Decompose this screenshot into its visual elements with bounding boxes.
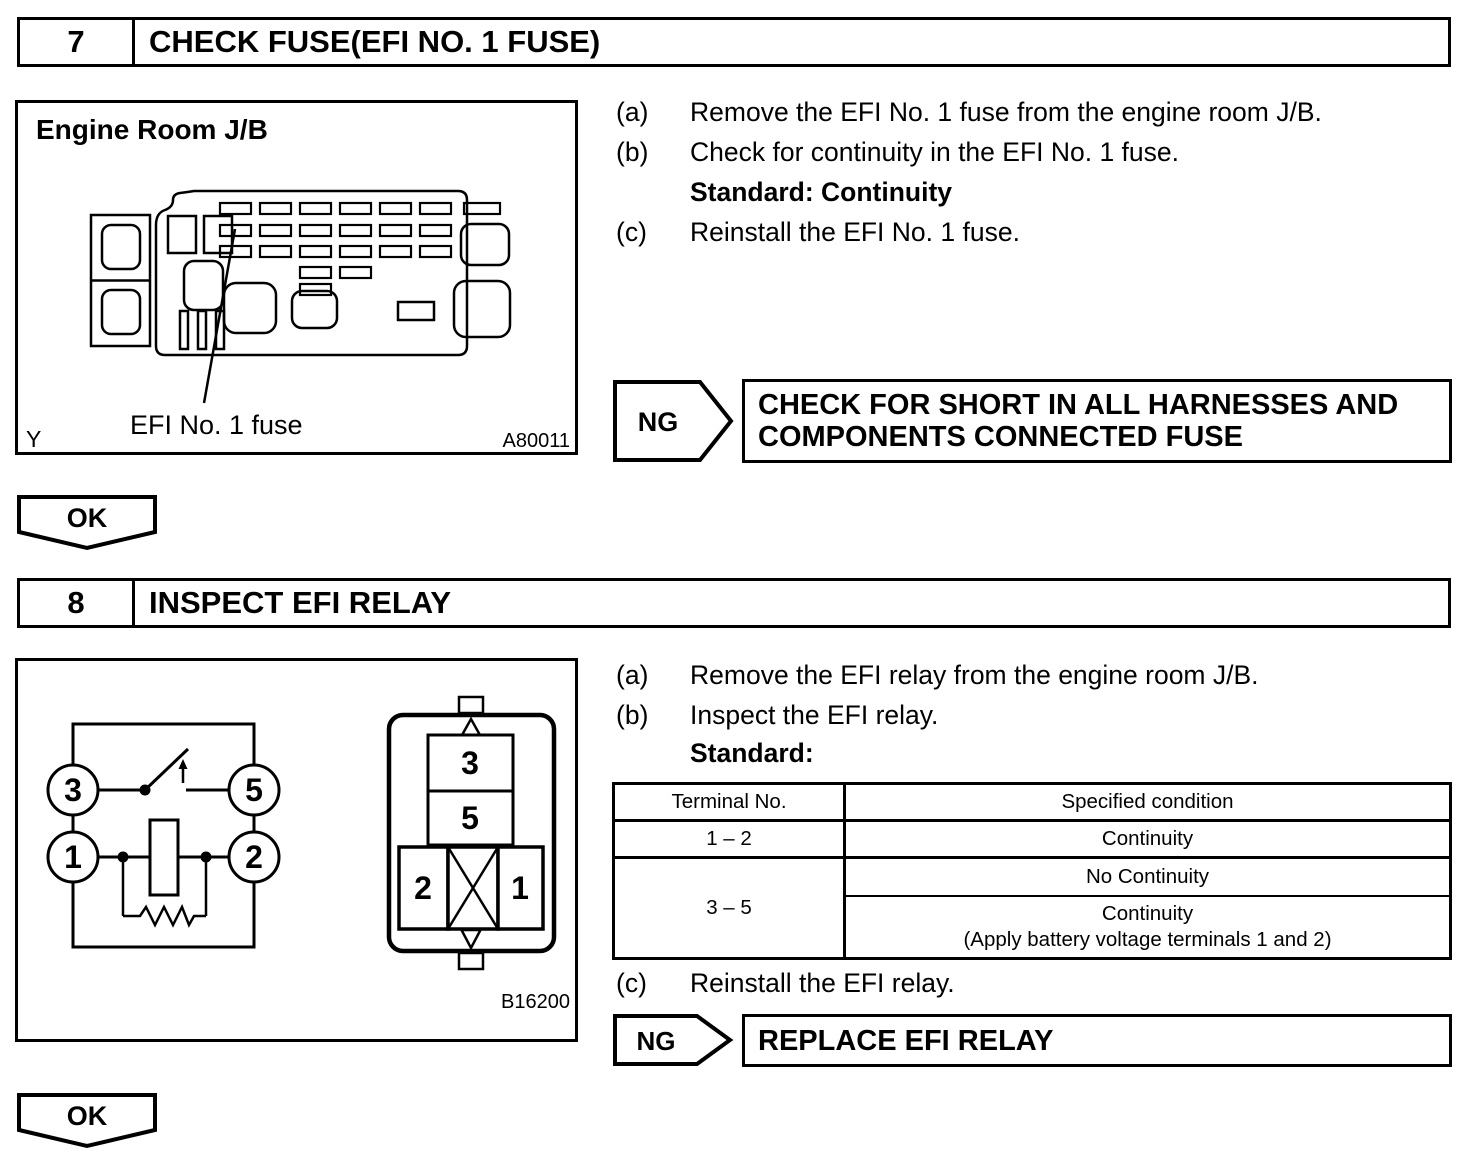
ng-arrow-7 xyxy=(613,379,735,464)
instruction-7c xyxy=(616,217,1020,248)
step7-number: 7 xyxy=(20,20,135,64)
instruction-8c-text: Reinstall the EFI relay. xyxy=(690,968,955,998)
table-cell-conditions xyxy=(846,859,1449,957)
jb-fuse-slots xyxy=(220,203,500,295)
step8-title: INSPECT EFI RELAY xyxy=(149,585,452,620)
table-header-terminal: Terminal No. xyxy=(615,785,846,819)
ng-action-8 xyxy=(742,1014,1452,1067)
step7-title: CHECK FUSE(EFI NO. 1 FUSE) xyxy=(149,24,601,59)
instruction-7b-text: Check for continuity in the EFI No. 1 fuse. xyxy=(690,137,1180,167)
relay-drawing xyxy=(18,661,575,1039)
step8-header xyxy=(17,578,1451,628)
svg-text:2: 2 xyxy=(245,839,263,875)
svg-text:1: 1 xyxy=(64,839,82,875)
ng-action-7-line2: COMPONENTS CONNECTED FUSE xyxy=(758,421,1243,453)
table-row xyxy=(615,819,1449,856)
ng-arrow-7-label: NG xyxy=(637,407,679,437)
condition-b-note: (Apply battery voltage terminals 1 and 2) xyxy=(963,928,1332,951)
instruction-7b xyxy=(616,137,1180,168)
instruction-7c-text: Reinstall the EFI No. 1 fuse. xyxy=(690,217,1020,247)
table-subcell-condition-b xyxy=(846,897,1449,957)
figure1-corner-letter: Y xyxy=(26,426,42,452)
ng-arrow-8 xyxy=(613,1014,735,1068)
relay-figure xyxy=(15,658,578,1042)
table-header-row xyxy=(615,785,1449,819)
svg-text:5: 5 xyxy=(461,800,479,836)
ok-banner-8 xyxy=(16,1092,158,1150)
ok-banner-8-label: OK xyxy=(66,1101,108,1131)
ng-arrow-8-label: NG xyxy=(636,1026,676,1056)
table-row xyxy=(615,856,1449,957)
svg-text:2: 2 xyxy=(414,870,432,906)
step8-number: 8 xyxy=(20,581,135,625)
svg-text:1: 1 xyxy=(511,870,529,906)
figure1-title: Engine Room J/B xyxy=(36,114,268,145)
fuse-box-drawing xyxy=(18,103,575,452)
table-cell-terminal: 1 – 2 xyxy=(615,822,846,856)
instruction-8b-text: Inspect the EFI relay. xyxy=(690,700,939,730)
instruction-7a xyxy=(616,97,1322,128)
step7-header xyxy=(17,17,1451,67)
standard-table xyxy=(612,782,1452,960)
ng-action-7-line1: CHECK FOR SHORT IN ALL HARNESSES AND xyxy=(758,389,1399,421)
table-subcell-condition-a: No Continuity xyxy=(846,859,1449,897)
instruction-7a-label: (a) xyxy=(616,97,649,127)
figure1-code: A80011 xyxy=(502,430,570,452)
svg-text:3: 3 xyxy=(64,772,82,808)
standard-7: Standard: Continuity xyxy=(690,177,953,207)
ng-action-7 xyxy=(742,379,1452,463)
instruction-7b-label: (b) xyxy=(616,137,649,167)
instruction-8a-label: (a) xyxy=(616,660,649,690)
table-cell-terminal: 3 – 5 xyxy=(615,859,846,957)
instruction-8a xyxy=(616,660,1259,691)
instruction-8b-label: (b) xyxy=(616,700,649,730)
fuse-box-figure xyxy=(15,100,578,455)
figure2-code: B16200 xyxy=(501,991,570,1013)
jb-left-bracket xyxy=(91,215,150,346)
instruction-7c-label: (c) xyxy=(616,217,647,247)
instruction-8c-label: (c) xyxy=(616,968,647,998)
svg-text:5: 5 xyxy=(245,772,263,808)
instruction-8b xyxy=(616,700,939,731)
ng-action-8-text: REPLACE EFI RELAY xyxy=(758,1024,1054,1057)
jb-body-outline xyxy=(156,191,467,355)
instruction-7a-text: Remove the EFI No. 1 fuse from the engine room J/B. xyxy=(690,97,1322,127)
fuse-callout-label: EFI No. 1 fuse xyxy=(130,410,303,440)
condition-b-text: Continuity xyxy=(1101,902,1194,925)
relay-coil xyxy=(150,820,178,895)
table-cell-condition: Continuity xyxy=(1101,827,1194,850)
switch-arrow-head xyxy=(179,759,188,769)
standard-8: Standard: xyxy=(690,738,814,768)
ok-banner-7-label: OK xyxy=(66,503,108,533)
instruction-8c xyxy=(616,968,955,999)
ok-banner-7 xyxy=(16,494,158,552)
table-header-condition: Specified condition xyxy=(1061,790,1234,813)
svg-text:3: 3 xyxy=(461,745,479,781)
instruction-8a-text: Remove the EFI relay from the engine room J/B. xyxy=(690,660,1259,690)
